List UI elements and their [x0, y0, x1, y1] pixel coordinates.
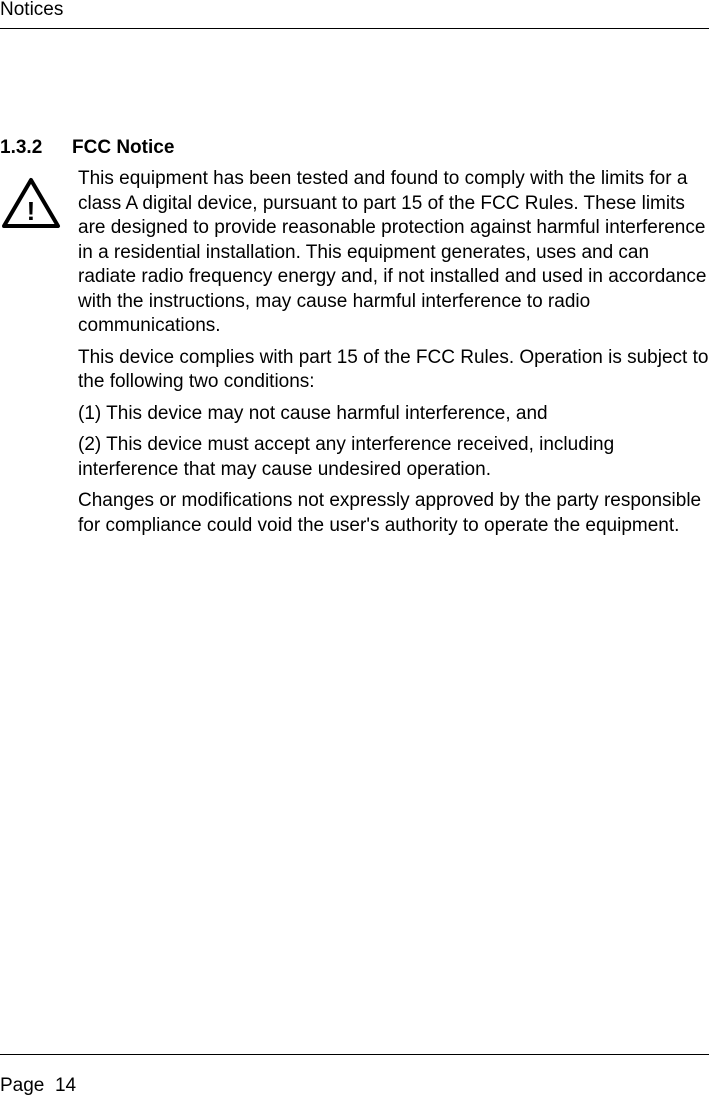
section-number: 1.3.2: [0, 137, 43, 158]
warning-triangle-icon: [0, 175, 62, 231]
paragraph-conditions-intro: This device complies with part 15 of the FCC Rules. Operation is subject to the following two conditions:: [78, 346, 709, 392]
page-number: [0, 1075, 76, 1097]
paragraph-condition-1: (1) This device may not cause harmful interference, and: [78, 402, 548, 424]
section-title: FCC Notice: [72, 137, 175, 158]
paragraph-condition-2: (2) This device must accept any interference received, including interference that may cause undesired operation.: [78, 434, 615, 480]
page-label: Page: [0, 1075, 45, 1096]
page-number-value: 14: [54, 1075, 77, 1096]
footer-divider: [0, 1054, 709, 1055]
notice-body: [78, 167, 709, 545]
section-heading: [0, 136, 174, 160]
paragraph-modifications: Changes or modifications not expressly approved by the party responsible for compliance could void the user's authority to operate the equipment.: [78, 490, 702, 536]
header-divider: [0, 28, 709, 29]
paragraph-compliance: This equipment has been tested and found to comply with the limits for a class A digital device, pursuant to part 15 of the FCC Rules. These limits are designed to provide reasonable protection against harmful interference in a residential installation. This equipment generates, uses and can radiate radio frequency energy and, if not installed and used in accordance with the instructions, may cause harmful interference to radio communications.: [78, 168, 707, 336]
warning-glyph: !: [26, 196, 36, 226]
page-header-title: Notices: [0, 0, 64, 20]
